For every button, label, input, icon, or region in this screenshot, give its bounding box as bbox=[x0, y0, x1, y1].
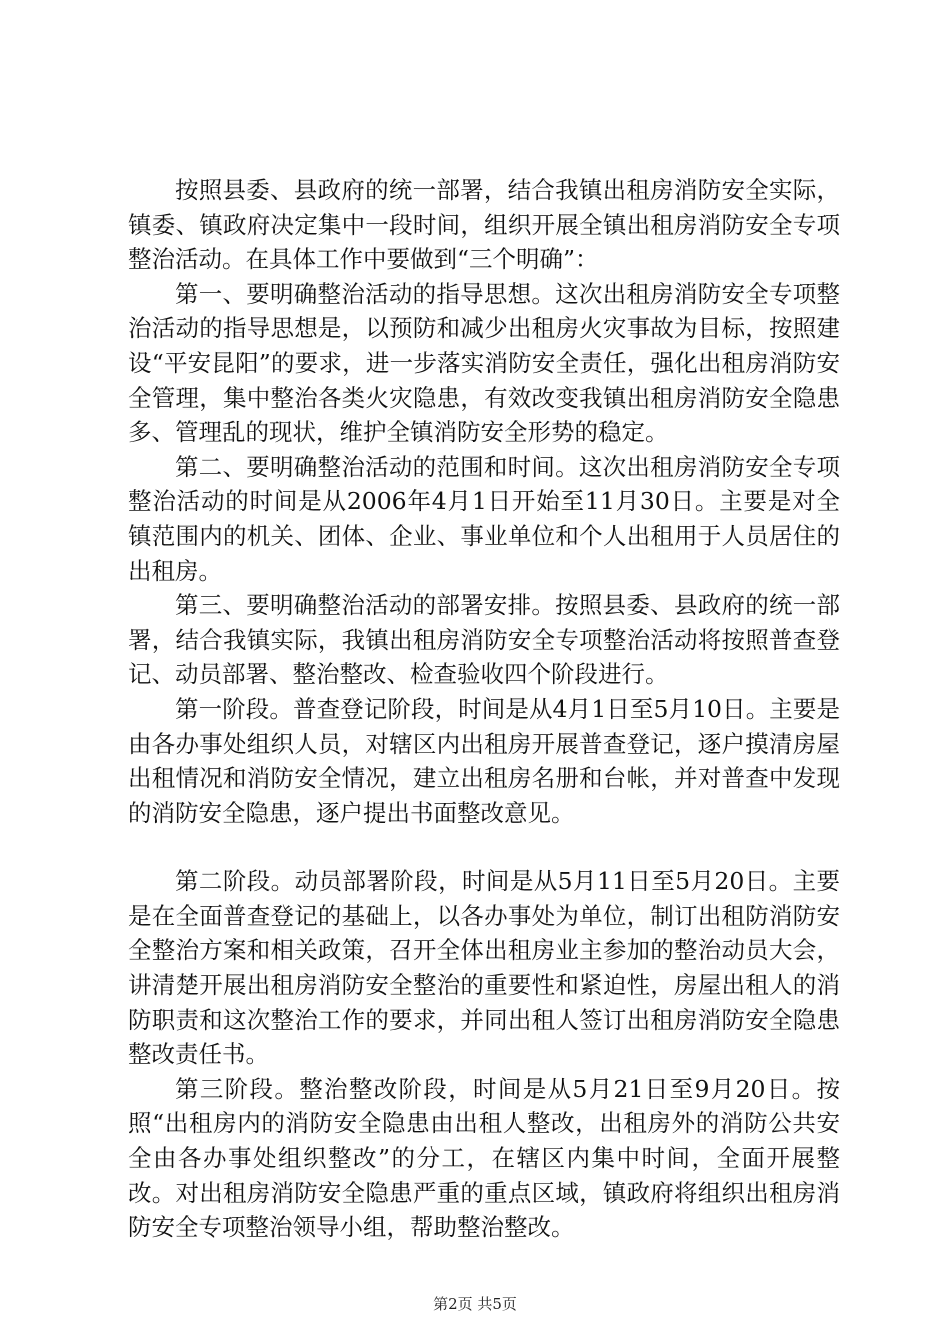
paragraph-intro: 按照县委、县政府的统一部署，结合我镇出租房消防安全实际，镇委、镇政府决定集中一段时间，组织开展全镇出租房消防安全专项整治活动。在具体工作中要做到“三个明确”： bbox=[128, 176, 840, 274]
document-body bbox=[128, 173, 840, 1245]
paragraph-stage-two: 第二阶段。动员部署阶段，时间是从5月11日至5月20日。主要是在全面普查登记的基础上，以各办事处为单位，制订出租防消防安全整治方案和相关政策，召开全体出租房业主参加的整治动员大会，讲清楚开展出租房消防安全整治的重要性和紧迫性，房屋出租人的消防职责和这次整治工作的要求，并同出租人签订出租房消防安全隐患整改责任书。 bbox=[128, 867, 840, 1069]
paragraph-arrangement: 第三、要明确整治活动的部署安排。按照县委、县政府的统一部署，结合我镇实际，我镇出租房消防安全专项整治活动将按照普查登记、动员部署、整治整改、检查验收四个阶段进行。 bbox=[128, 591, 840, 689]
paragraph-stage-three: 第三阶段。整治整改阶段，时间是从5月21日至9月20日。按照“出租房内的消防安全隐患由出租人整改，出租房外的消防公共安全由各办事处组织整改”的分工，在辖区内集中时间，全面开展整改。对出租房消防安全隐患严重的重点区域，镇政府将组织出租房消防安全专项整治领导小组，帮助整治整改。 bbox=[128, 1074, 840, 1242]
page-number-footer: 第2页 共5页 bbox=[433, 1295, 517, 1313]
paragraph-spacer bbox=[128, 830, 840, 864]
paragraph-guiding-thought: 第一、要明确整治活动的指导思想。这次出租房消防安全专项整治活动的指导思想是，以预防和减少出租房火灾事故为目标，按照建设“平安昆阳”的要求，进一步落实消防安全责任，强化出租房消防安全管理，集中整治各类火灾隐患，有效改变我镇出租房消防安全隐患多、管理乱的现状，维护全镇消防安全形势的稳定。 bbox=[128, 279, 840, 447]
paragraph-stage-one: 第一阶段。普查登记阶段，时间是从4月1日至5月10日。主要是由各办事处组织人员，对辖区内出租房开展普查登记，逐户摸清房屋出租情况和消防安全情况，建立出租房名册和台帐，并对普查中发现的消防安全隐患，逐户提出书面整改意见。 bbox=[128, 694, 840, 827]
paragraph-scope-and-time: 第二、要明确整治活动的范围和时间。这次出租房消防安全专项整治活动的时间是从2006年4月1日开始至11月30日。主要是对全镇范围内的机关、团体、企业、事业单位和个人出租用于人员居住的出租房。 bbox=[128, 452, 840, 585]
